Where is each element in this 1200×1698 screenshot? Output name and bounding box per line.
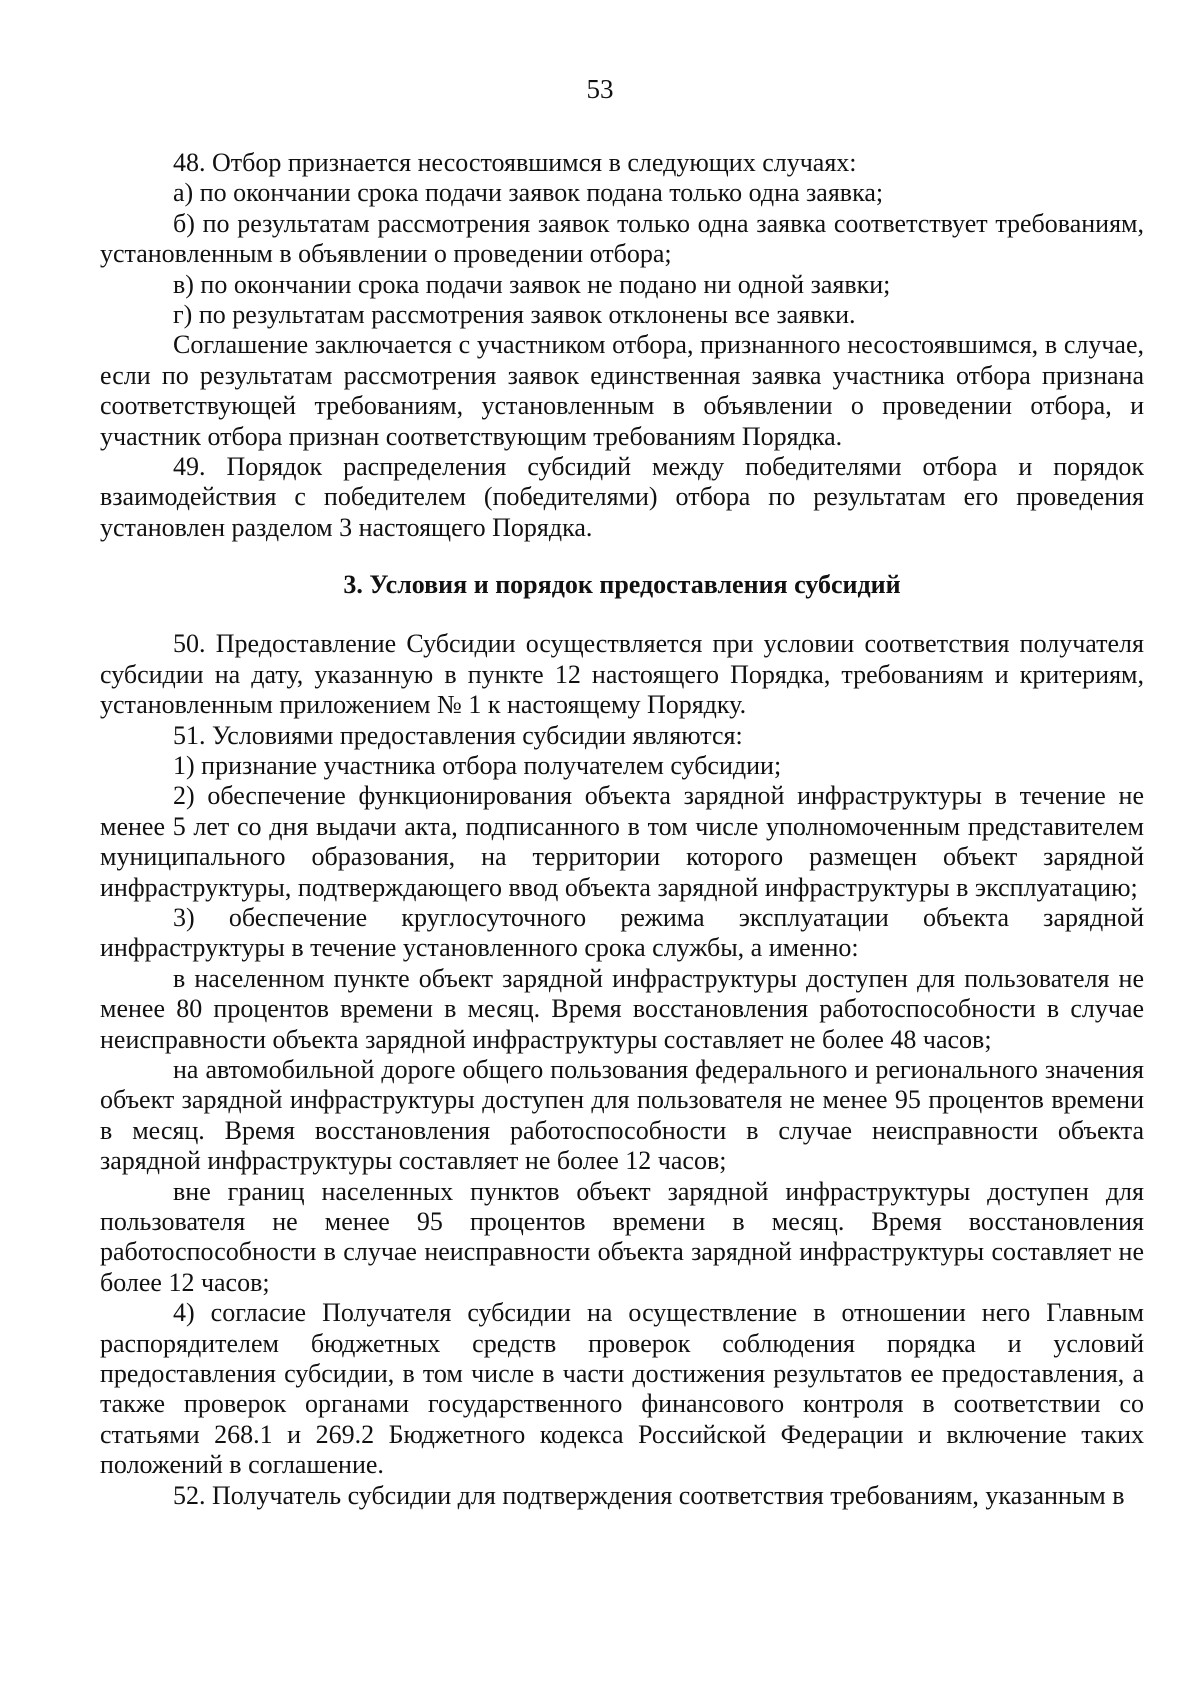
paragraph-outside-settlements: вне границ населенных пунктов объект зарядной инфраструктуры доступен для пользователя не менее 95 процентов времени в месяц. Время восстановления работоспособности в случае неисправности объекта зарядной инфраструктуры составляет не более 12 часов; <box>100 1176 1144 1297</box>
paragraph-item-50: 50. Предоставление Субсидии осуществляется при условии соответствия получателя субсидии на дату, указанную в пункте 12 настоящего Порядка, требованиям и критериям, установленным приложением № 1 к настоящему Порядку. <box>100 629 1144 720</box>
section-heading: 3. Условия и порядок предоставления субсидий <box>343 570 901 600</box>
paragraph-item-48: 48. Отбор признается несостоявшимся в следующих случаях: <box>173 148 857 177</box>
paragraph-highway: на автомобильной дороге общего пользования федерального и регионального значения объект зарядной инфраструктуры доступен для пользователя не менее 95 процентов времени в месяц. Время восстановления работоспособности в случае неисправности объекта зарядной инфраструктуры составляет не более 12 часов; <box>100 1054 1144 1176</box>
paragraph-item-48b: б) по результатам рассмотрения заявок только одна заявка соответствует требованиям, установленным в объявлении о проведении отбора; <box>100 208 1144 269</box>
paragraph-item-51-2: 2) обеспечение функционирования объекта зарядной инфраструктуры в течение не менее 5 лет со дня выдачи акта, подписанного в том числе уполномоченным представителем муниципального образования, на территории которого размещен объект зарядной инфраструктуры, подтверждающего ввод объекта зарядной инфраструктуры в эксплуатацию; <box>100 781 1144 902</box>
paragraph-item-51-1: 1) признание участника отбора получателем субсидии; <box>173 750 782 780</box>
paragraph-item-48a: а) по окончании срока подачи заявок подана только одна заявка; <box>173 178 884 208</box>
paragraph-item-48g: г) по результатам рассмотрения заявок отклонены все заявки. <box>173 300 856 330</box>
paragraph-item-52: 52. Получатель субсидии для подтверждения соответствия требованиям, указанным в <box>173 1480 1125 1510</box>
paragraph-item-51-4: 4) согласие Получателя субсидии на осуществление в отношении него Главным распорядителем бюджетных средств проверок соблюдения порядка и условий предоставления субсидии, в том числе в части достижения результатов ее предоставления, а также проверок органами государственного финансового контроля в соответствии со статьями 268.1 и 269.2 Бюджетного кодекса Российской Федерации и включение таких положений в соглашение. <box>100 1298 1144 1480</box>
paragraph-item-49: 49. Порядок распределения субсидий между победителями отбора и порядок взаимодействия с победителем (победителями) отбора по результатам его проведения установлен разделом 3 настоящего Порядка. <box>100 452 1144 542</box>
page-number: 53 <box>586 74 614 104</box>
paragraph-item-51: 51. Условиями предоставления субсидии являются: <box>173 720 743 750</box>
paragraph-settlement: в населенном пункте объект зарядной инфраструктуры доступен для пользователя не менее 80 процентов времени в месяц. Время восстановления работоспособности в случае неисправности объекта зарядной инфраструктуры составляет не более 48 часов; <box>100 963 1144 1054</box>
paragraph-item-51-3: 3) обеспечение круглосуточного режима эксплуатации объекта зарядной инфраструктуры в течение установленного срока службы, а именно: <box>100 902 1144 963</box>
paragraph-agreement: Соглашение заключается с участником отбора, признанного несостоявшимся, в случае, если по результатам рассмотрения заявок единственная заявка участника отбора признана соответствующей требованиям, установленным в объявлении о проведении отбора, и участник отбора признан соответствующим требованиям Порядка. <box>100 330 1144 451</box>
document-body <box>100 148 1144 1511</box>
paragraph-item-48v: в) по окончании срока подачи заявок не подано ни одной заявки; <box>173 269 891 299</box>
